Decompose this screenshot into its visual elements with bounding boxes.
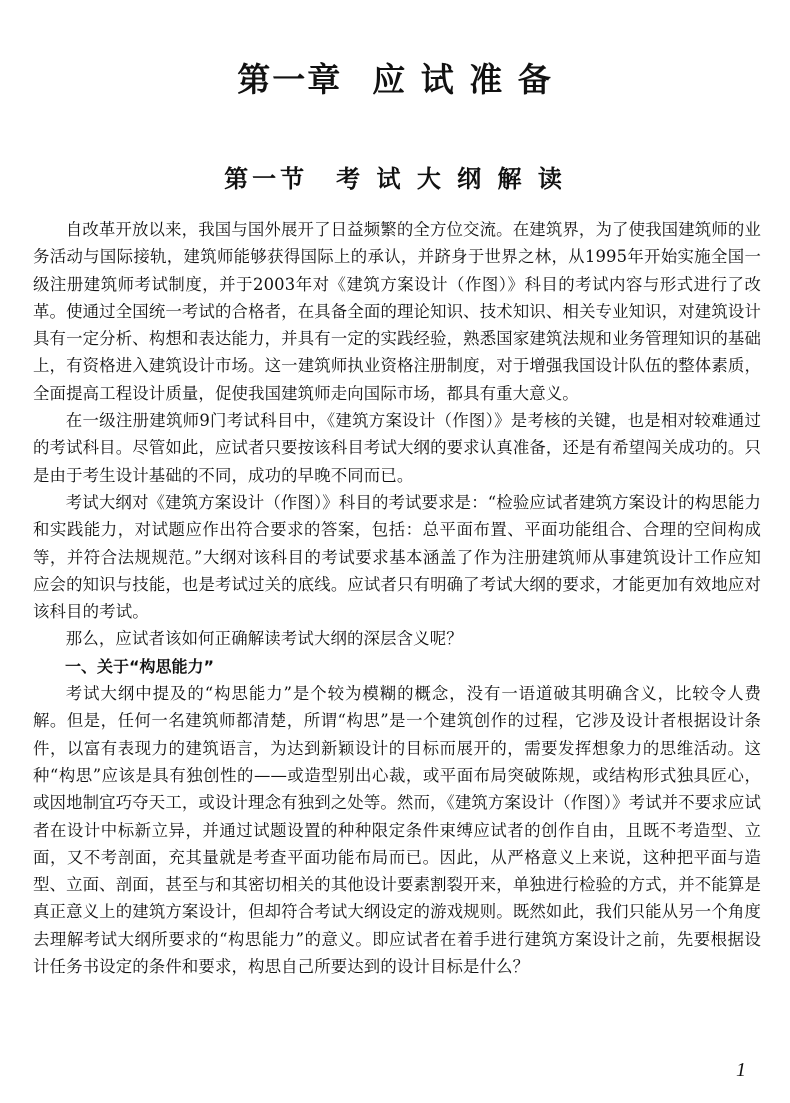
paragraph-concept-ability: 考试大纲中提及的“构思能力”是个较为模糊的概念，没有一语道破其明确含义，比较令人费解。但是，任何一名建筑师都清楚，所谓“构思”是一个建筑创作的过程，它涉及设计者根据设计条件，以富有表现力的建筑语言，为达到新颖设计的目标而展开的，需要发挥想象力的思维活动。这种“构思”应该是具有独创性的——或造型别出心裁，或平面布局突破陈规，或结构形式独具匠心，或因地制宜巧夺天工，或设计理念有独到之处等。然而，《建筑方案设计（作图）》考试并不要求应试者在设计中标新立异，并通过试题设置的种种限定条件束缚应试者的创作自由，且既不考造型、立面，又不考剖面，充其量就是考查平面功能布局而已。因此，从严格意义上来说，这种把平面与造型、立面、剖面，甚至与和其密切相关的其他设计要素割裂开来，单独进行检验的方式，并不能算是真正意义上的建筑方案设计，但却符合考试大纲设定的游戏规则。既然如此，我们只能从另一个角度去理解考试大纲所要求的“构思能力”的意义。即应试者在着手进行建筑方案设计之前，先要根据设计任务书设定的条件和要求，构思自己所要达到的设计目标是什么？ [33,684,761,977]
section-number: 第一节 [224,164,309,193]
chapter-name: 应 试 准 备 [372,60,553,99]
section-name: 考 试 大 纲 解 读 [336,164,566,193]
paragraph-question: 那么，应试者该如何正确解读考试大纲的深层含义呢？ [65,629,463,649]
chapter-title [0,58,790,102]
paragraph-intro: 自改革开放以来，我国与国外展开了日益频繁的全方位交流。在建筑界，为了使我国建筑师的业务活动与国际接轨，建筑师能够获得国际上的承认，并跻身于世界之林，从1995年开始实施全国一级注册建筑师考试制度，并于2003年对《建筑方案设计（作图）》科目的考试内容与形式进行了改革。使通过全国统一考试的合格者，在具备全面的理论知识、技术知识、相关专业知识，对建筑设计具有一定分析、构想和表达能力，并具有一定的实践经验，熟悉国家建筑法规和业务管理知识的基础上，有资格进入建筑设计市场。这一建筑师执业资格注册制度，对于增强我国设计队伍的整体素质，全面提高工程设计质量，促使我国建筑师走向国际市场，都具有重大意义。 [33,220,761,403]
paragraph-requirements: 考试大纲对《建筑方案设计（作图）》科目的考试要求是：“检验应试者建筑方案设计的构思能力和实践能力，对试题应作出符合要求的答案，包括：总平面布置、平面功能组合、合理的空间构成等，并符合法规规范。”大纲对该科目的考试要求基本涵盖了作为注册建筑师从事建筑设计工作应知应会的知识与技能，也是考试过关的底线。应试者只有明确了考试大纲的要求，才能更加有效地应对该科目的考试。 [33,492,761,622]
section-title [0,163,790,195]
paragraph-subjects: 在一级注册建筑师9门考试科目中，《建筑方案设计（作图）》是考核的关键，也是相对较难通过的考试科目。尽管如此，应试者只要按该科目考试大纲的要求认真准备，还是有希望闯关成功的。只是由于考生设计基础的不同，成功的早晚不同而已。 [33,411,761,485]
subheading-concept-ability: 一、关于“构思能力” [65,656,215,676]
chapter-number: 第一章 [237,60,343,99]
page-number: 1 [736,1059,746,1081]
body-text [33,216,761,980]
